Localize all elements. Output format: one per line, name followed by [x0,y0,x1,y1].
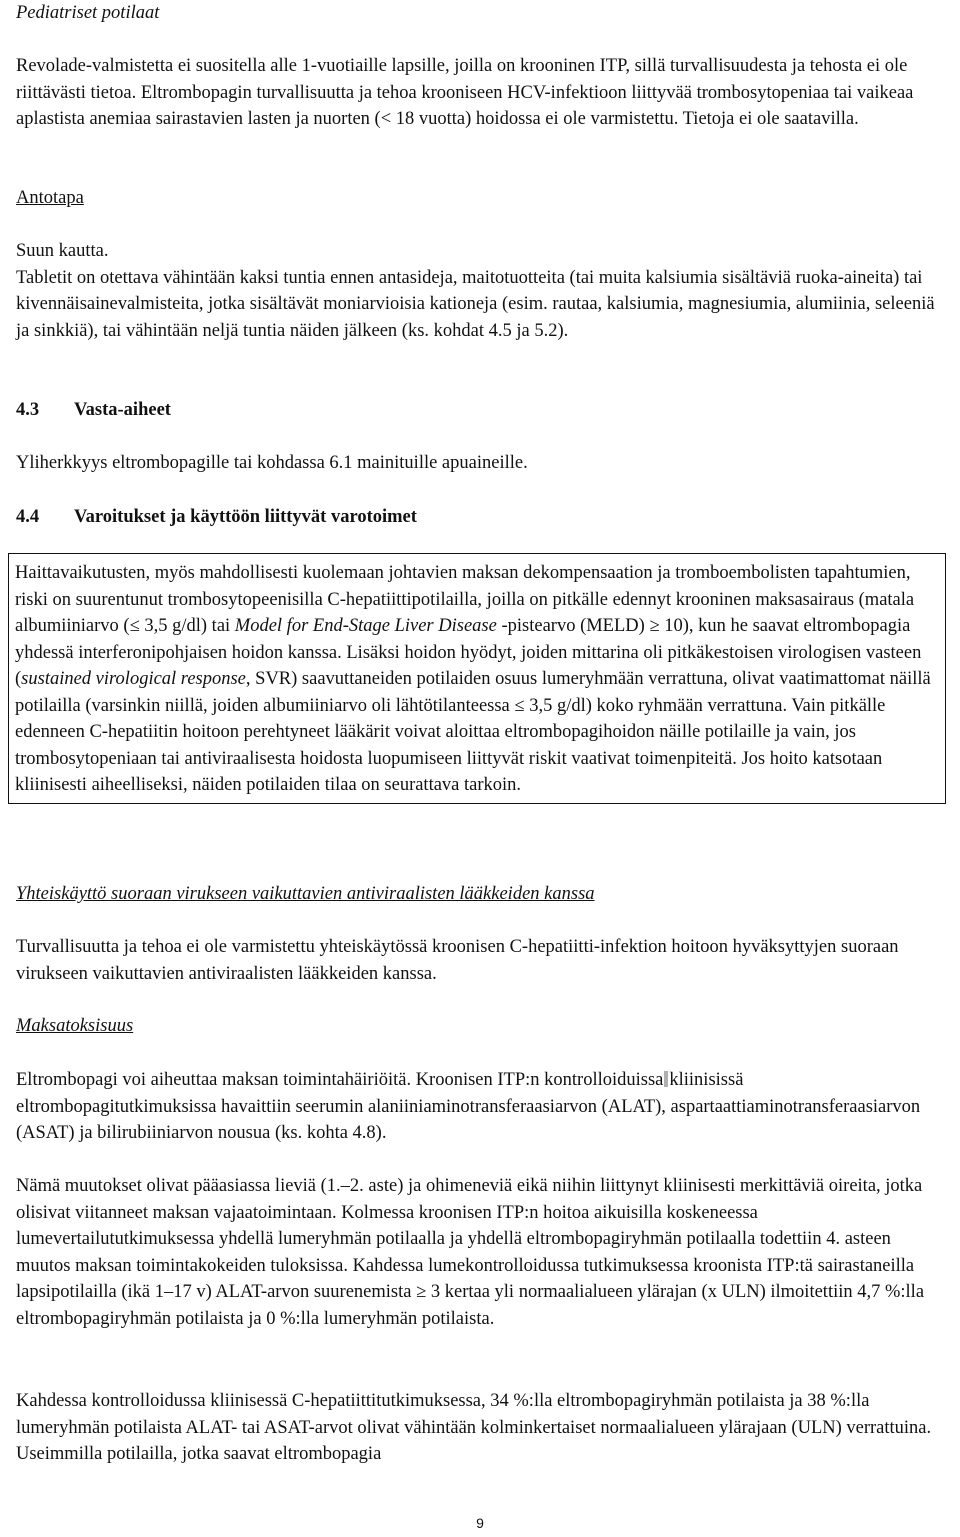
hepatotoxicity-text-2a: Nämä muutokset olivat pääasiassa lieviä (1.–2. aste) ja ohimeneviä eikä niihin liittynyt kliinisesti merkittäviä oireita, jotka olisivat viitanneet maksan vajaatoimintaan. Kolmessa kroonisen ITP:n hoitoa aikuisilla koskeneessa lumevertailututkimuksessa yhdellä lumeryhmän potilaalla ja yhdellä eltrombopagiryhmän potilaalla todettiin 4. asteen muutos maksan toimintakokeiden tuloksissa. Kahdessa lumekontrolloidussa tutkimuksessa kroonista ITP:tä sairastaneilla lapsipotilailla (ikä 1–17 v) ALAT-arvon suurenemista [16,1176,923,1302]
less-equal-symbol-2: ≤ [514,695,525,716]
section-4-3-title: Vasta-aiheet [74,400,171,420]
hepatotoxicity-heading: Maksatoksisuus [16,1016,134,1036]
hepatotoxicity-text-2b: 3 kertaa yli normaalialueen ylärajan (x ULN) ilmoitettiin 4,7 %:lla eltrombopagiryhmän potilaista ja 0 %:lla lumeryhmän potilaista. [16,1282,925,1329]
page-number: 9 [476,1515,484,1531]
hepatotoxicity-paragraph-2 [16,1173,946,1332]
administration-heading: Antotapa [16,188,84,208]
hepatotoxicity-text-1a: Eltrombopagi voi aiheuttaa maksan toimintahäiriöitä. Kroonisen ITP:n kontrolloiduissa [16,1070,664,1090]
warning-box-paragraph [15,560,939,799]
section-4-4-heading [16,504,417,531]
section-4-3-body: Yliherkkyys eltrombopagille tai kohdassa 6.1 mainituille apuaineille. [16,453,528,473]
pediatric-heading: Pediatriset potilaat [16,3,160,23]
administration-paragraph [16,238,946,344]
greater-equal-symbol-3: ≥ [416,1282,427,1302]
hepatotoxicity-paragraph-1 [16,1067,946,1147]
concomitant-heading: Yhteiskäyttö suoraan virukseen vaikuttavien antiviraalisten lääkkeiden kanssa [16,884,595,904]
hepatotoxicity-paragraph-3: Kahdessa kontrolloidussa kliinisessä C-hepatiittitutkimuksessa, 34 %:lla eltrombopagiryhmän potilaista ja 38 %:lla lumeryhmän potilaista ALAT- tai ASAT-arvot olivat vähintään kolminkertaiset normaalialueen ylärajaan (ULN) verrattuina. Useimmilla potilailla, jotka saavat eltrombopagia [16,1391,932,1464]
warning-text-1: Haittavaikutusten, myös mahdollisesti kuolemaan johtavien maksan dekompensaation ja tromboembolisten tapahtumien, riski on suurentunut trombosytopeenisilla C-hepatiittipotilailla, joilla on pitkälle edennyt krooninen maksasairaus (matala albumiiniarvo ( [15,563,915,636]
administration-line-1: Suun kautta. [16,241,109,261]
section-4-3-heading [16,397,171,424]
less-equal-symbol: ≤ [129,616,140,636]
warning-text-5: , SVR) saavuttaneiden potilaiden osuus lumeryhmään verrattuna, olivat vaatimattomat näillä potilailla (varsinkin niillä, joiden albumiiniarvo oli lähtötilanteessa [15,669,931,716]
hepatotoxicity-text-1b: kliinisissä eltrombopagitutkimuksissa havaittiin seerumin alaniiniaminotransferaasiarvon (ALAT), aspartaattiaminotransferaasiarvon (ASAT) ja bilirubiiniarvon nousua (ks. kohta 4.8). [16,1070,921,1143]
meld-italic-term: Model for End-Stage Liver Disease [234,616,497,636]
concomitant-paragraph: Turvallisuutta ja tehoa ei ole varmistettu yhteiskäytössä kroonisen C-hepatiitti-infektion hoitoon hyväksyttyjen suoraan virukseen vaikuttavien antiviraalisten lääkkeiden kanssa. [16,937,899,984]
pediatric-paragraph: Revolade-valmistetta ei suositella alle 1-vuotiaille lapsille, joilla on krooninen ITP, sillä turvallisuudesta ja tehosta ei ole riittävästi tietoa. Eltrombopagin turvallisuutta ja tehoa krooniseen HCV-infektioon liittyvää trombosytopeniaa tai vaikeaa aplastista anemiaa sairastavien lasten ja nuorten (< 18 vuotta) hoidossa ei ole varmistettu. Tietoja ei ole saatavilla. [16,56,914,129]
section-4-3-number: 4.3 [16,400,40,420]
warning-text-6: 3,5 g/dl) koko ryhmään verrattuna. Vain pitkälle edenneen C-hepatiitin hoitoon perehtyneet lääkärit voivat aloittaa eltrombopagihoidon näille potilaille ja vain, jos trombosytopeniaan tai antiviraalisesta hoidosta luopumiseen liittyvät riskit vaativat toimenpiteitä. Jos hoito katsotaan kliinisesti aiheelliseksi, näiden potilaiden tilaa on seurattava tarkoin. [15,695,886,795]
administration-body: Tabletit on otettava vähintään kaksi tuntia ennen antasideja, maitotuotteita (tai muita kalsiumia sisältäviä ruoka-aineita) tai kivennäisainevalmisteita, jotka sisältävät moniarvioisia kationeja (esim. rautaa, kalsiumia, magnesiumia, alumiinia, seleeniä ja sinkkiä), tai vähintään neljä tuntia näiden jälkeen (ks. kohdat 4.5 ja 5.2). [16,267,935,341]
warning-text-2: 3,5 g/dl) tai [139,616,235,636]
change-bar-marker [664,1071,668,1087]
warning-box [8,553,946,804]
section-4-4-number: 4.4 [16,507,40,527]
section-4-4-title: Varoitukset ja käyttöön liittyvät varotoimet [74,507,417,527]
warning-text-3: -pistearvo (MELD) [496,616,650,636]
warning-text-4: 10), kun he saavat eltrombopagia yhdessä interferonipohjaisen hoidon kanssa. Lisäksi hoidon hyödyt, joiden mittarina oli pitkäkestoisen virologisen vasteen ( [15,616,922,689]
svr-italic-term: sustained virological response [21,669,246,689]
greater-equal-symbol: ≥ [649,616,660,636]
